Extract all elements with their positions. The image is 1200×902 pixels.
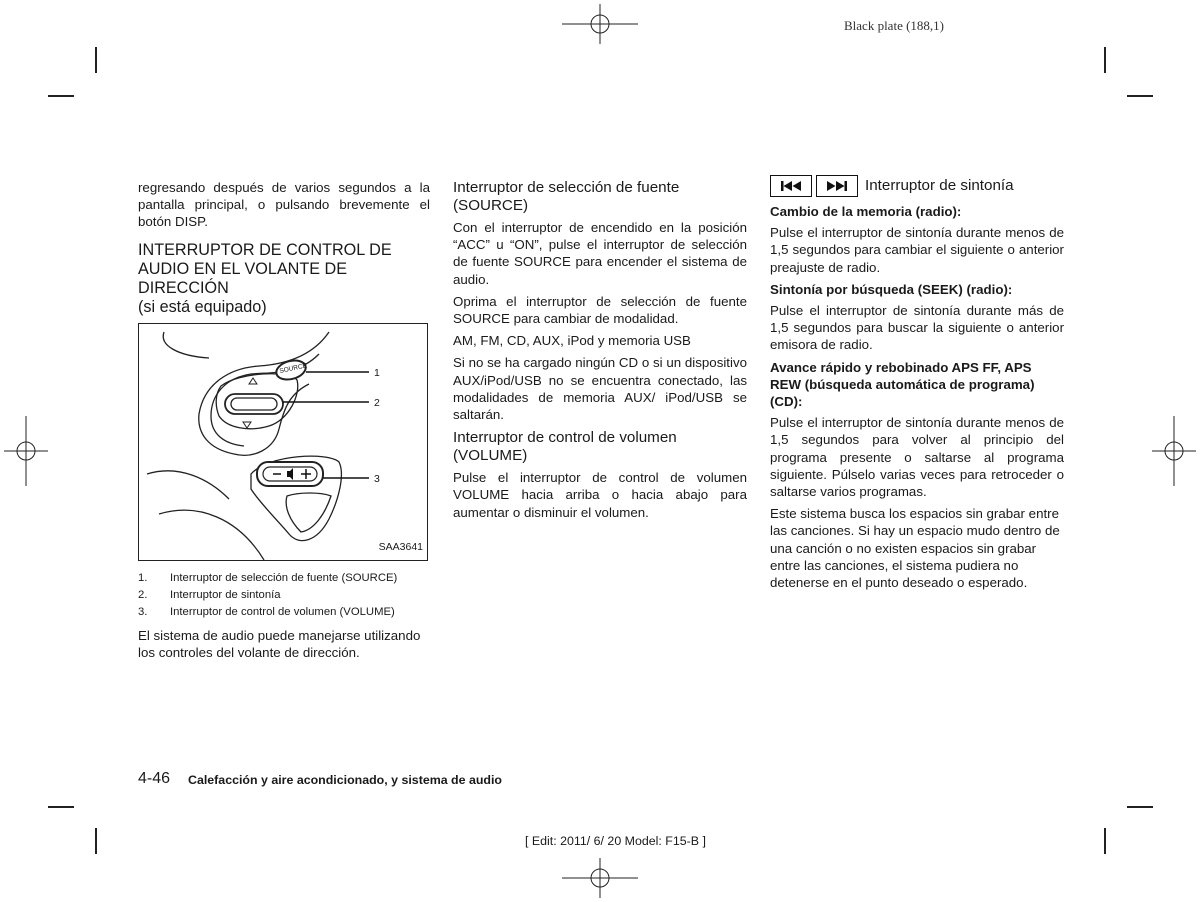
memory-subheading: Cambio de la memoria (radio):	[770, 204, 962, 219]
legend-item	[138, 604, 430, 621]
registration-mark-top	[562, 4, 638, 44]
legend-number: 1.	[138, 571, 148, 584]
section-heading-subtitle: (si está equipado)	[138, 297, 267, 316]
body-paragraph: El sistema de audio puede manejarse utilizando los controles del volante de dirección.	[138, 627, 421, 660]
footer-section-title: Calefacción y aire acondicionado, y sistema de audio	[188, 773, 503, 787]
seek-title: Interruptor de sintonía	[865, 177, 1014, 195]
callout-3: 3	[374, 472, 380, 485]
skip-back-icon	[770, 175, 812, 197]
volume-paragraph: Pulse el interruptor de control de volumen VOLUME hacia arriba o hacia abajo para aumentar o disminuir el volumen.	[453, 470, 747, 520]
callout-2: 2	[374, 396, 380, 409]
column-left	[138, 179, 430, 666]
legend-number: 2.	[138, 588, 148, 601]
source-paragraph-1: Con el interruptor de encendido en la posición “ACC” u “ON”, pulse el interruptor de selección de fuente SOURCE para encender el sistema de audio.	[453, 220, 747, 287]
crop-mark	[95, 47, 97, 73]
source-heading: Interruptor de selección de fuente (SOURCE)	[453, 179, 680, 214]
seek-paragraph: Pulse el interruptor de sintonía durante más de 1,5 segundos para buscar la siguiente o anterior emisora de radio.	[770, 303, 1064, 353]
steering-wheel-illustration	[139, 324, 427, 560]
edit-info: [ Edit: 2011/ 6/ 20 Model: F15-B ]	[525, 834, 706, 848]
aps-subheading: Avance rápido y rebobinado APS FF, APS REW (búsqueda automática de programa) (CD):	[770, 359, 1035, 410]
registration-mark-left	[4, 416, 48, 486]
plate-label: Black plate (188,1)	[844, 18, 944, 33]
seek-subheading: Sintonía por búsqueda (SEEK) (radio):	[770, 281, 1013, 297]
skip-forward-icon	[816, 175, 858, 197]
section-heading-title: INTERRUPTOR DE CONTROL DE AUDIO EN EL VOLANTE DE DIRECCIÓN	[138, 240, 392, 297]
crop-mark	[48, 806, 74, 808]
crop-mark	[95, 828, 97, 854]
figure-legend	[138, 570, 430, 621]
steering-wheel-figure	[138, 323, 428, 561]
source-paragraph-2: Oprima el interruptor de selección de fuente SOURCE para cambiar de modalidad.	[453, 293, 747, 327]
figure-code: SAA3641	[378, 541, 423, 554]
column-right	[770, 175, 1064, 596]
source-modes: AM, FM, CD, AUX, iPod y memoria USB	[453, 333, 691, 349]
crop-mark	[1127, 95, 1153, 97]
callout-1: 1	[374, 366, 380, 379]
memory-paragraph: Pulse el interruptor de sintonía durante menos de 1,5 segundos para cambiar el siguiente o anterior preajuste de radio.	[770, 225, 1064, 275]
column-middle	[453, 179, 747, 526]
section-heading	[138, 241, 430, 317]
volume-heading: Interruptor de control de volumen (VOLUME)	[453, 429, 677, 465]
legend-item	[138, 587, 430, 604]
aps-paragraph-1: Pulse el interruptor de sintonía durante menos de 1,5 segundos para volver al principio del programa presente o saltarse al programa siguiente. Púlselo varias veces para retroceder o saltarse varios programas.	[770, 415, 1064, 500]
seek-heading	[770, 175, 1064, 197]
page-number: 4-46	[138, 770, 171, 787]
legend-text: Interruptor de control de volumen (VOLUME)	[170, 605, 395, 618]
intro-paragraph: regresando después de varios segundos a la pantalla principal, o pulsando brevemente el botón DISP.	[138, 180, 430, 230]
legend-number: 3.	[138, 605, 148, 618]
aps-paragraph-2: Este sistema busca los espacios sin grabar entre las canciones. Si hay un espacio mudo dentro de una canción o no existen espacios sin grabar entre las canciones, el sistema pudiera no detenerse en el punto deseado o esperado.	[770, 506, 1060, 591]
crop-mark	[48, 95, 74, 97]
source-label: SOURCE	[278, 361, 308, 375]
legend-text: Interruptor de sintonía	[170, 588, 281, 601]
crop-mark	[1104, 47, 1106, 73]
legend-item	[138, 570, 430, 587]
registration-mark-bottom	[562, 858, 638, 898]
source-paragraph-4: Si no se ha cargado ningún CD o si un dispositivo AUX/iPod/USB no se encuentra conectado, las modalidades de memoria AUX/ iPod/USB se saltarán.	[453, 355, 747, 423]
registration-mark-right	[1152, 416, 1196, 486]
crop-mark	[1127, 806, 1153, 808]
legend-text: Interruptor de selección de fuente (SOURCE)	[170, 571, 398, 584]
crop-mark	[1104, 828, 1106, 854]
